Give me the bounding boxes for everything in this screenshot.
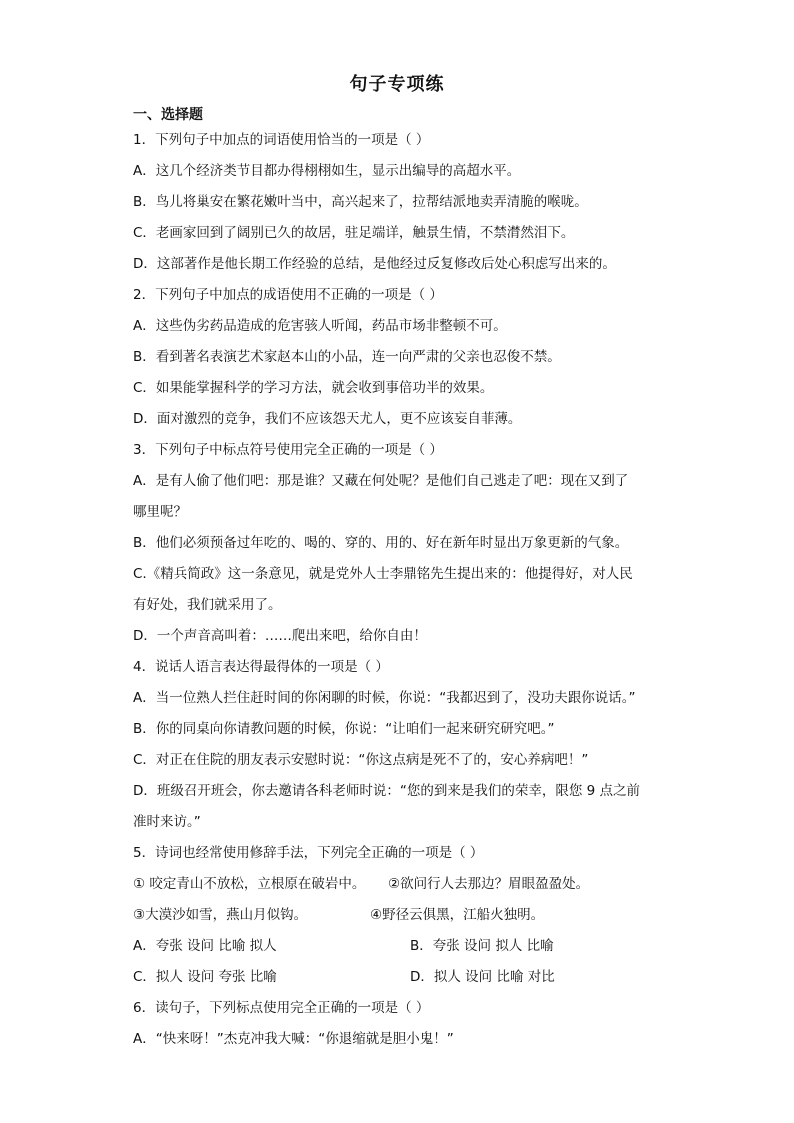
question-3-stem: 3．下列句子中标点符号使用完全正确的一项是（ ） [133,442,443,458]
page-title: 句子专项练 [349,74,445,95]
question-3-option-c: C.《精兵简政》这一条意见，就是党外人士李鼎铭先生提出来的：他提得好，对人民 [133,566,633,582]
question-1-option-b: B．鸟儿将巢安在繁花嫩叶当中，高兴起来了，拉帮结派地卖弄清脆的喉咙。 [133,194,588,210]
question-5-option-d: D．拟人 设问 比喻 对比 [410,969,555,985]
question-2-stem: 2．下列句子中加点的成语使用不正确的一项是（ ） [133,287,443,303]
question-4-option-d: D．班级召开班会，你去邀请各科老师时说：“您的到来是我们的荣幸，限您 9 点之前 [133,783,641,799]
question-1-option-d: D．这部著作是他长期工作经验的总结，是他经过反复修改后处心积虑写出来的。 [133,256,616,272]
question-4-option-c: C．对正在住院的朋友表示安慰时说：“你这点病是死不了的，安心养病吧！” [133,752,589,768]
question-3-option-a: A．是有人偷了他们吧：那是谁？又藏在何处呢？是他们自己逃走了吧：现在又到了 [133,473,629,489]
question-5-poem-2: ②欲问行人去那边？眉眼盈盈处。 [388,876,590,892]
question-1-option-c: C．老画家回到了阔别已久的故居，驻足端详，触景生情，不禁潸然泪下。 [133,225,575,241]
question-5-option-c: C．拟人 设问 夸张 比喻 [133,969,277,985]
question-4-option-b: B．你的同桌向你请教问题的时候，你说：“让咱们一起来研究研究吧。” [133,721,555,737]
question-5-stem: 5．诗词也经常使用修辞手法，下列完全正确的一项是（ ） [133,845,484,861]
question-3-option-b: B．他们必须预备过年吃的、喝的、穿的、用的、好在新年时显出万象更新的气象。 [133,535,629,551]
question-5-option-a: A．夸张 设问 比喻 拟人 [133,938,277,954]
question-6-option-a: A．“快来呀！”杰克冲我大喊：“你退缩就是胆小鬼！” [133,1031,454,1047]
question-2-option-b: B．看到著名表演艺术家赵本山的小品，连一向严肃的父亲也忍俊不禁。 [133,349,561,365]
question-3-option-d: D．一个声音高叫着：……爬出来吧，给你自由！ [133,628,427,644]
section-heading: 一、选择题 [133,107,203,123]
question-2-option-c: C．如果能掌握科学的学习方法，就会收到事倍功半的效果。 [133,380,494,396]
question-5-poem-4: ④野径云俱黑，江船火独明。 [370,907,545,923]
question-3-option-a-cont: 哪里呢？ [133,504,187,520]
question-5-poem-3: ③大漠沙如雪，燕山月似钩。 [133,907,308,923]
question-2-option-d: D．面对激烈的竞争，我们不应该怨天尤人，更不应该妄自菲薄。 [133,411,522,427]
question-4-option-d-cont: 准时来访。” [133,814,201,830]
question-4-option-a: A．当一位熟人拦住赶时间的你闲聊的时候，你说：“我都迟到了，没功夫跟你说话。” [133,690,636,706]
question-4-stem: 4．说话人语言表达得最得体的一项是（ ） [133,659,389,675]
question-1-stem: 1．下列句子中加点的词语使用恰当的一项是（ ） [133,132,430,148]
question-6-stem: 6．读句子，下列标点使用完全正确的一项是（ ） [133,1000,430,1016]
question-2-option-a: A．这些伪劣药品造成的危害骇人听闻，药品市场非整顿不可。 [133,318,507,334]
question-5-poem-1: ① 咬定青山不放松，立根原在破岩中。 [133,876,366,892]
question-1-option-a: A．这几个经济类节目都办得栩栩如生，显示出编导的高超水平。 [133,163,521,179]
question-3-option-c-cont: 有好处，我们就采用了。 [133,597,282,613]
question-5-option-b: B．夸张 设问 拟人 比喻 [410,938,554,954]
